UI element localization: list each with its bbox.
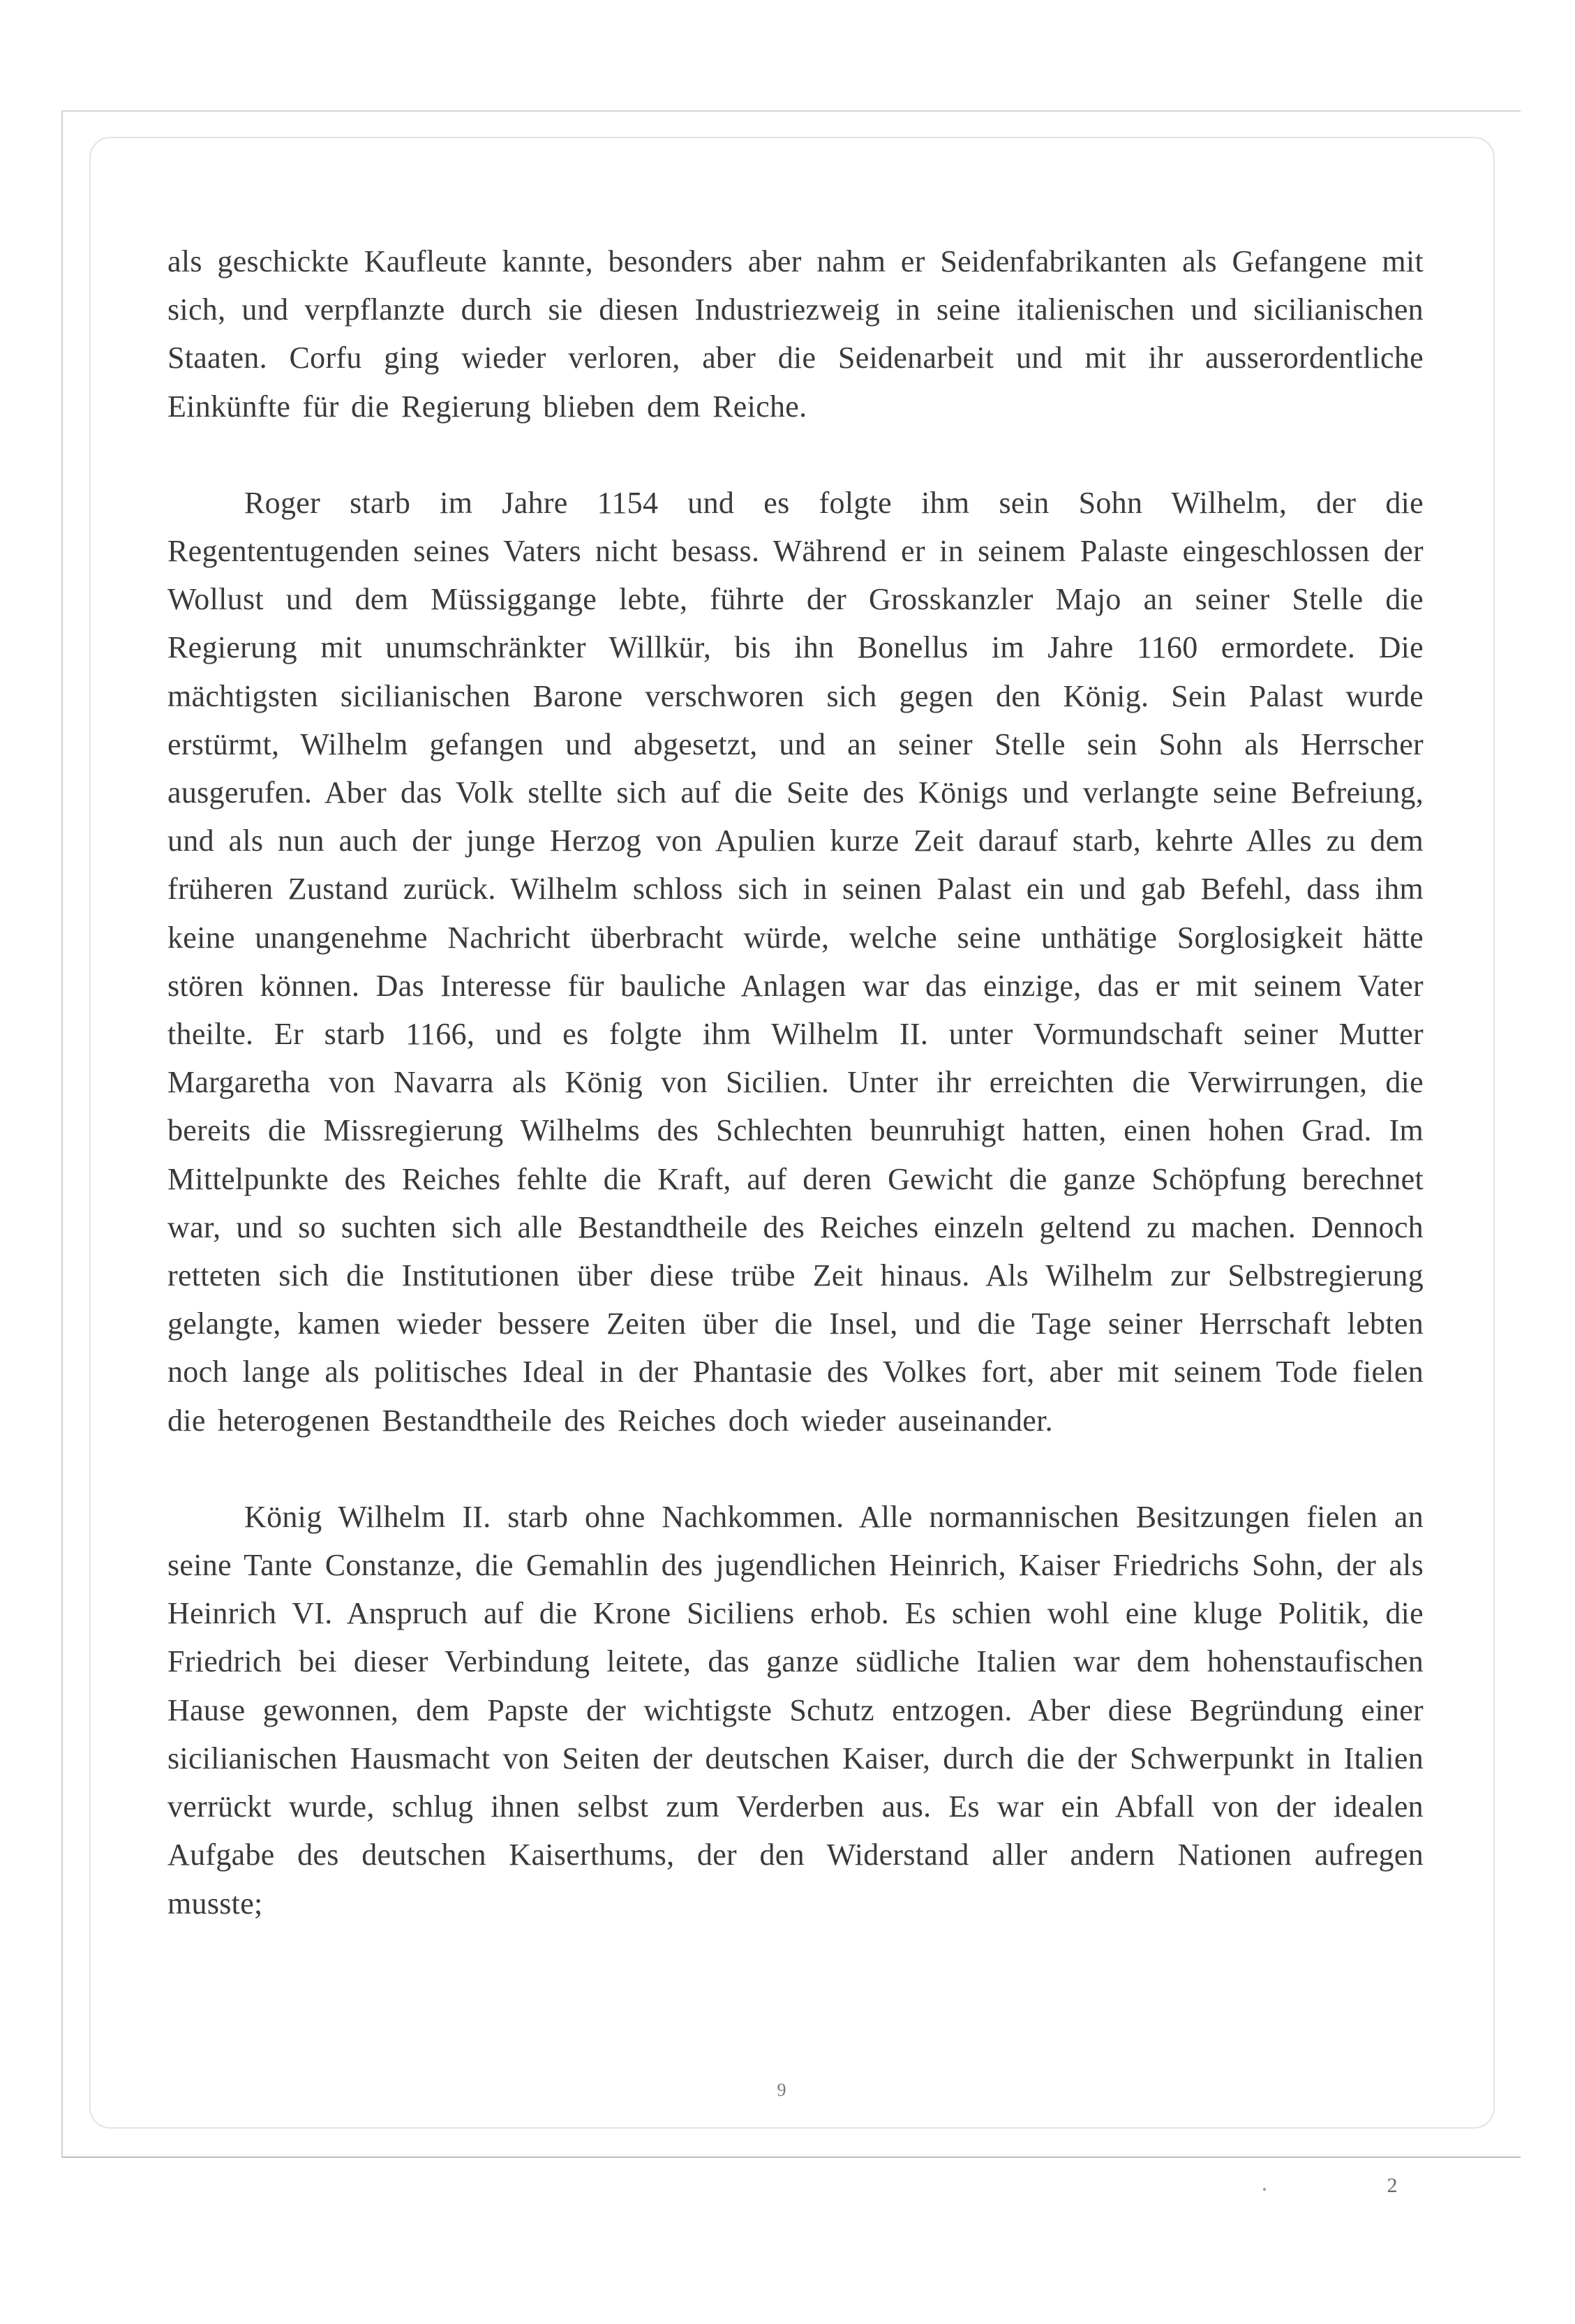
sheet-number: 2 [1387,2174,1398,2197]
page-number: 9 [777,2080,786,2100]
paragraph-1: als geschickte Kaufleute kannte, besonders aber nahm er Seidenfabrikanten als Gefangene mit sich, und verpflanzte durch sie diesen Industriezweig in seine italienischen und sicilianischen Staaten. Corfu ging wieder verloren, aber die Seidenarbeit und mit ihr ausserordentliche Einkünfte für die Regierung blieben dem Reiche. [167,244,1424,424]
paragraph-2: Roger starb im Jahre 1154 und es folgte ihm sein Sohn Wilhelm, der die Regententugenden seines Vaters nicht besass. Während er in seinem Palaste eingeschlossen der Wollust und dem Müssiggange lebte, führte der Grosskanzler Majo an seiner Stelle die Regierung mit unumschränkter Willkür, bis ihn Bonellus im Jahre 1160 ermordete. Die mächtigsten sicilianischen Barone verschworen sich gegen den König. Sein Palast wurde erstürmt, Wilhelm gefangen und abgesetzt, und an seiner Stelle sein Sohn als Herrscher ausgerufen. Aber das Volk stellte sich auf die Seite des Königs und verlangte seine Befreiung, und als nun auch der junge Herzog von Apulien kurze Zeit darauf starb, kehrte Alles zu dem früheren Zustand zurück. Wilhelm schloss sich in seinen Palast ein und gab Befehl, dass ihm keine unangenehme Nachricht überbracht würde, welche seine unthätige Sorglosigkeit hätte stören können. Das Interesse für bauliche Anlagen war das einzige, das er mit seinem Vater theilte. Er starb 1166, und es folgte ihm Wilhelm II. unter Vormundschaft seiner Mutter Margaretha von Navarra als König von Sicilien. Unter ihr erreichten die Verwirrungen, die bereits die Missregierung Wilhelms des Schlechten beunruhigt hatten, einen hohen Grad. Im Mittelpunkte des Reiches fehlte die Kraft, auf deren Gewicht die ganze Schöpfung berechnet war, und so suchten sich alle Bestandtheile des Reiches einzeln geltend zu machen. Dennoch retteten sich die Institutionen über diese trübe Zeit hinaus. Als Wilhelm zur Selbstregierung gelangte, kamen wieder bessere Zeiten über die Insel, und die Tage seiner Herrschaft lebten noch lange als politisches Ideal in der Phantasie des Volkes fort, aber mit seinem Tode fielen die heterogenen Bestandtheile des Reiches doch wieder auseinander. [167,485,1424,1438]
body-text [167,237,1424,2038]
paper-speck [1263,2188,1266,2191]
paragraph-3: König Wilhelm II. starb ohne Nachkommen. Alle normannischen Besitzungen fielen an seine Tante Constanze, die Gemahlin des jugendlichen Heinrich, Kaiser Friedrichs Sohn, der als Heinrich VI. Anspruch auf die Krone Siciliens erhob. Es schien wohl eine kluge Politik, die Friedrich bei dieser Verbindung leitete, das ganze südliche Italien war dem hohenstaufischen Hause gewonnen, dem Papste der wichtigste Schutz entzogen. Aber diese Begründung einer sicilianischen Hausmacht von Seiten der deutschen Kaiser, durch die der Schwerpunkt in Italien verrückt wurde, schlug ihnen selbst zum Verderben aus. Es war ein Abfall von der idealen Aufgabe des deutschen Kaiserthums, der den Widerstand aller andern Nationen aufregen musste; [167,1499,1424,1921]
